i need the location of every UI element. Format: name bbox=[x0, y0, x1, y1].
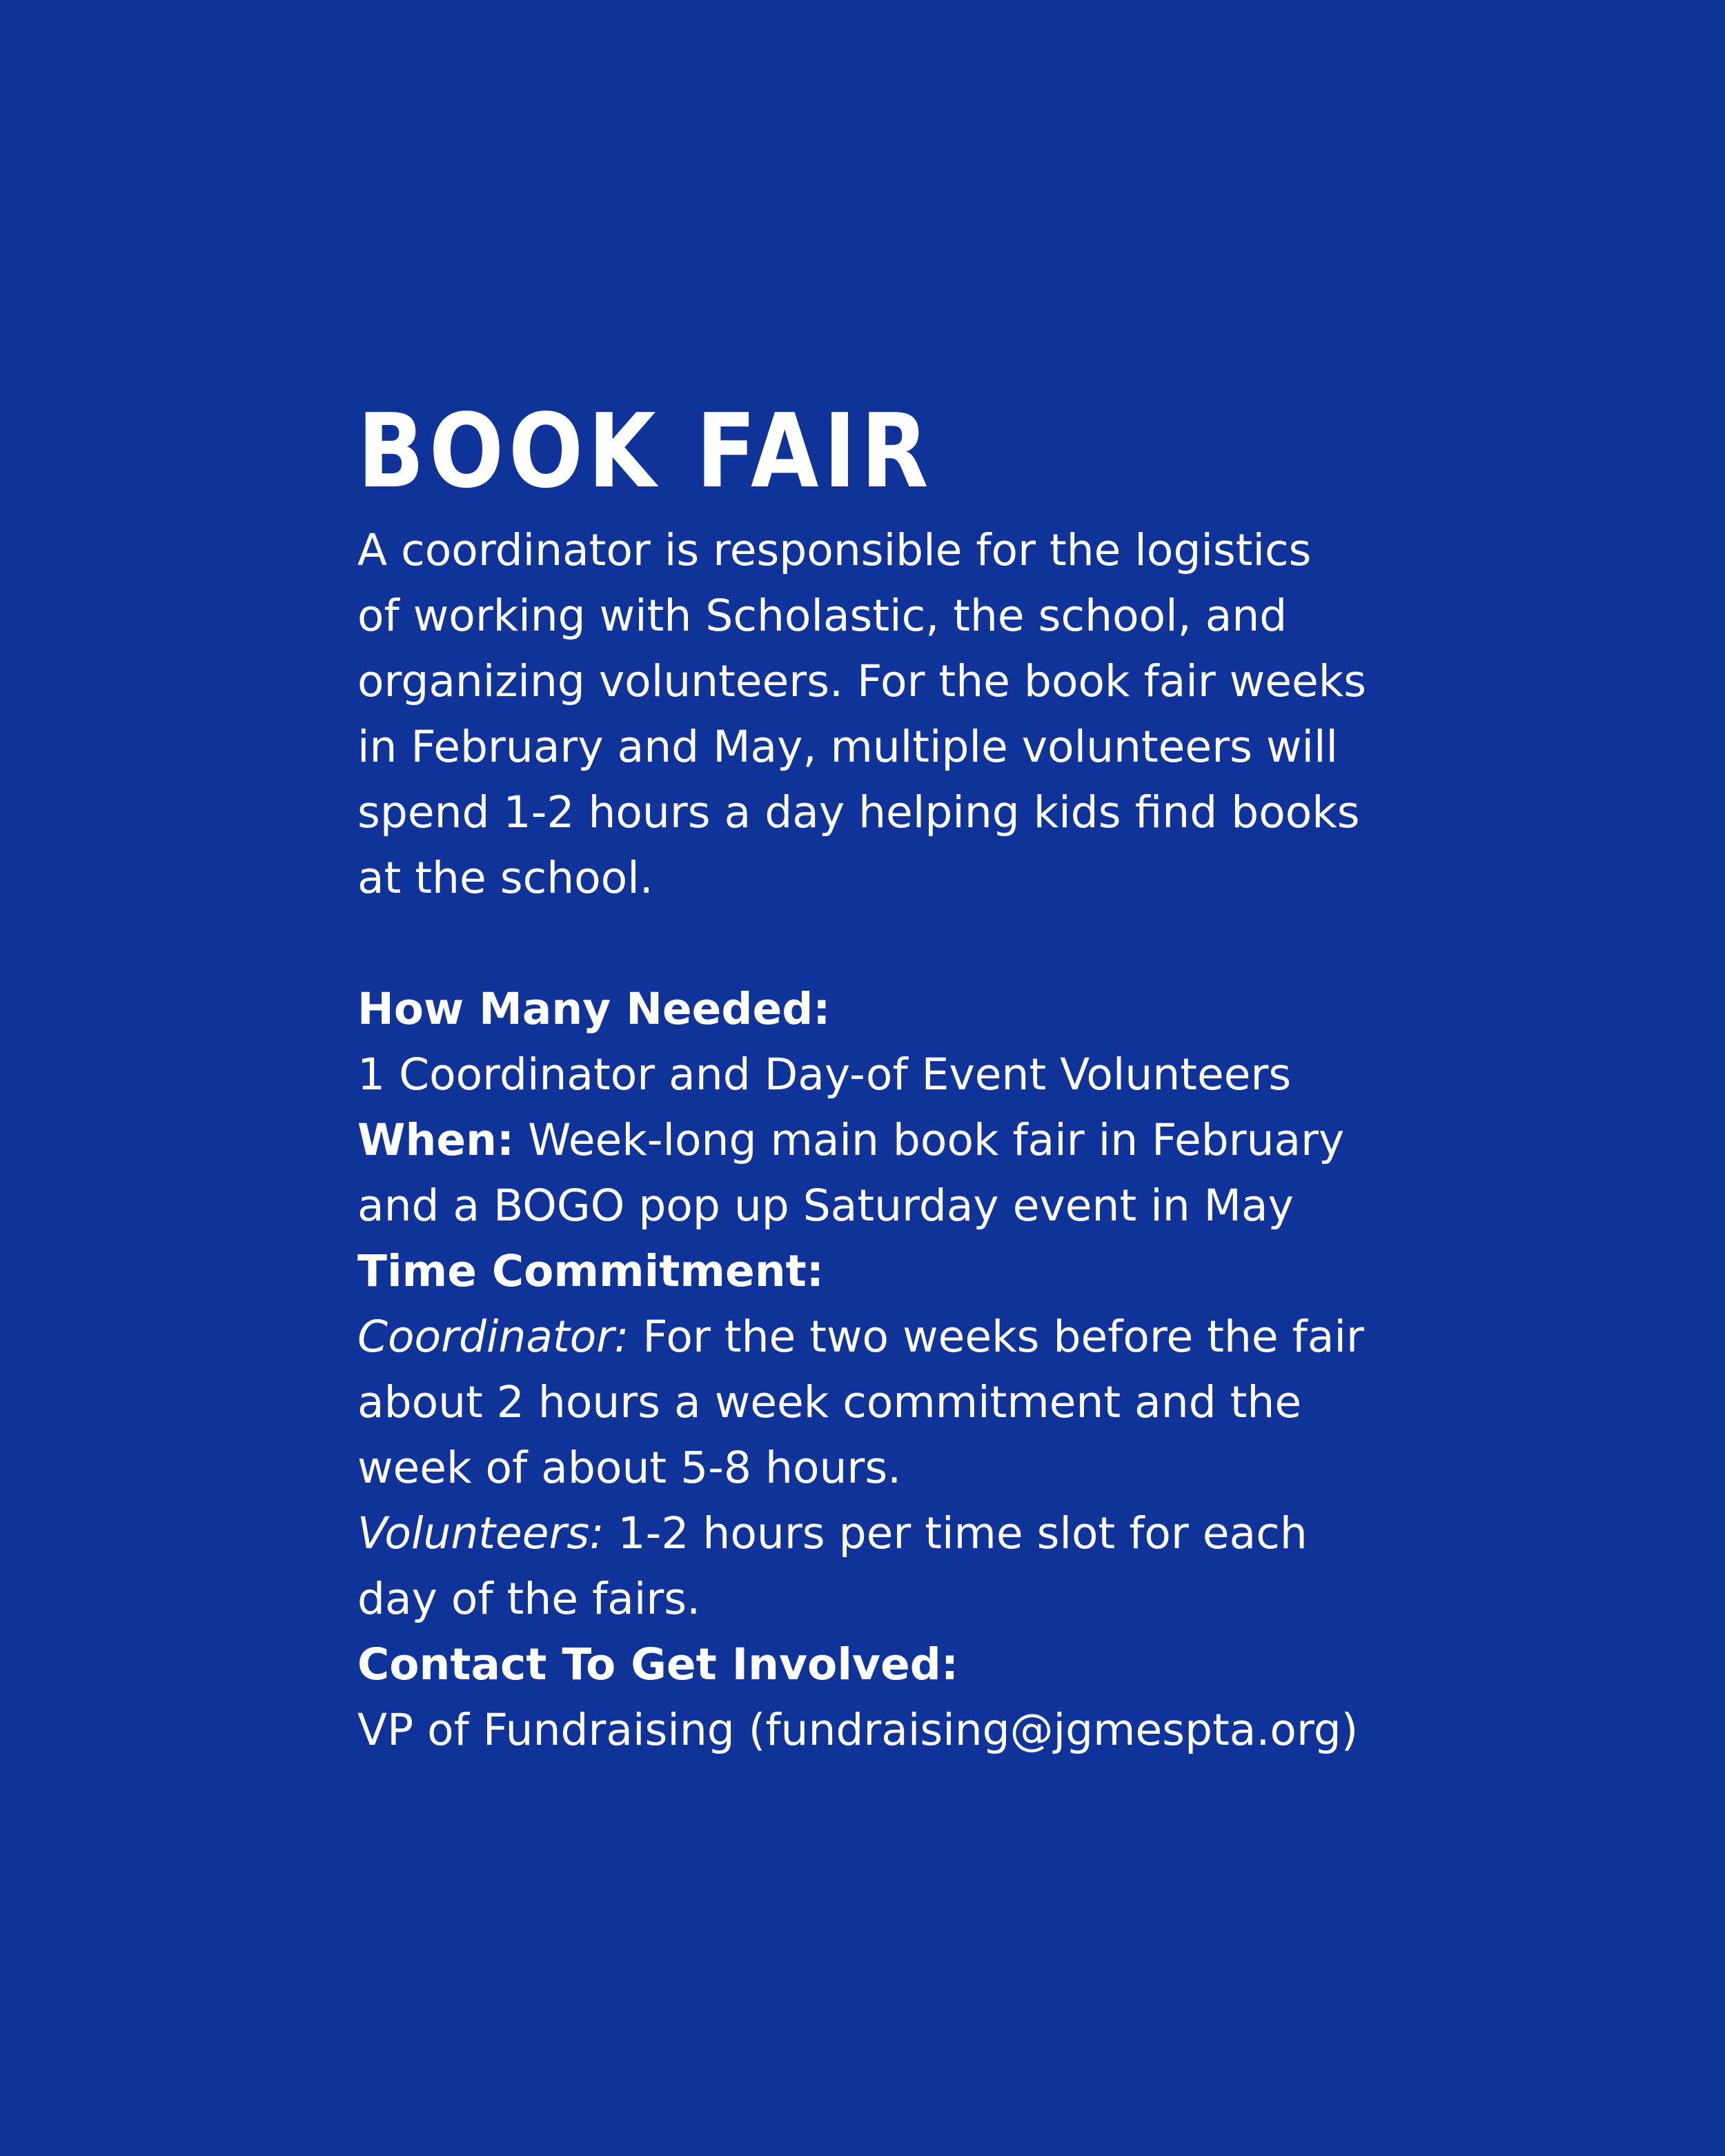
description-line: organizing volunteers. For the book fair weeks bbox=[357, 656, 1367, 706]
contact-section bbox=[357, 1632, 1434, 1763]
volunteers-value-1: 1-2 hours per time slot for each bbox=[604, 1508, 1308, 1559]
volunteers-line-1 bbox=[357, 1501, 1434, 1566]
description-line: of working with Scholastic, the school, and bbox=[357, 591, 1288, 641]
contact-label: Contact To Get Involved: bbox=[357, 1639, 959, 1690]
when-value-2: and a BOGO pop up Saturday event in May bbox=[357, 1180, 1294, 1231]
coordinator-line-1 bbox=[357, 1304, 1434, 1369]
description bbox=[357, 517, 1434, 911]
when-label: When: bbox=[357, 1115, 515, 1165]
content-block bbox=[357, 392, 1434, 1763]
when-value-1: Week-long main book fair in February bbox=[514, 1115, 1345, 1165]
coordinator-value-3: week of about 5-8 hours. bbox=[357, 1443, 902, 1493]
time-commitment-label: Time Commitment: bbox=[357, 1246, 824, 1296]
page-title: BOOK FAIR bbox=[357, 392, 934, 511]
section-spacer bbox=[357, 911, 1434, 976]
contact-value: VP of Fundraising (fundraising@jgmespta.org) bbox=[357, 1705, 1359, 1755]
coordinator-value-1: For the two weeks before the fair bbox=[629, 1312, 1364, 1362]
when-section bbox=[357, 1107, 1434, 1238]
volunteers-label: Volunteers: bbox=[357, 1508, 604, 1559]
description-line: spend 1-2 hours a day helping kids find books bbox=[357, 787, 1360, 838]
description-line: in February and May, multiple volunteers will bbox=[357, 722, 1338, 772]
volunteers-value-2: day of the fairs. bbox=[357, 1574, 701, 1624]
coordinator-value-2: about 2 hours a week commitment and the bbox=[357, 1377, 1302, 1427]
description-line: at the school. bbox=[357, 853, 653, 903]
time-commitment-section bbox=[357, 1238, 1434, 1632]
coordinator-label: Coordinator: bbox=[357, 1312, 629, 1362]
how-many-section bbox=[357, 976, 1434, 1107]
description-line: A coordinator is responsible for the logistics bbox=[357, 525, 1312, 575]
how-many-value: 1 Coordinator and Day-of Event Volunteers bbox=[357, 1049, 1292, 1100]
when-line-1 bbox=[357, 1107, 1434, 1173]
how-many-label: How Many Needed: bbox=[357, 984, 831, 1034]
